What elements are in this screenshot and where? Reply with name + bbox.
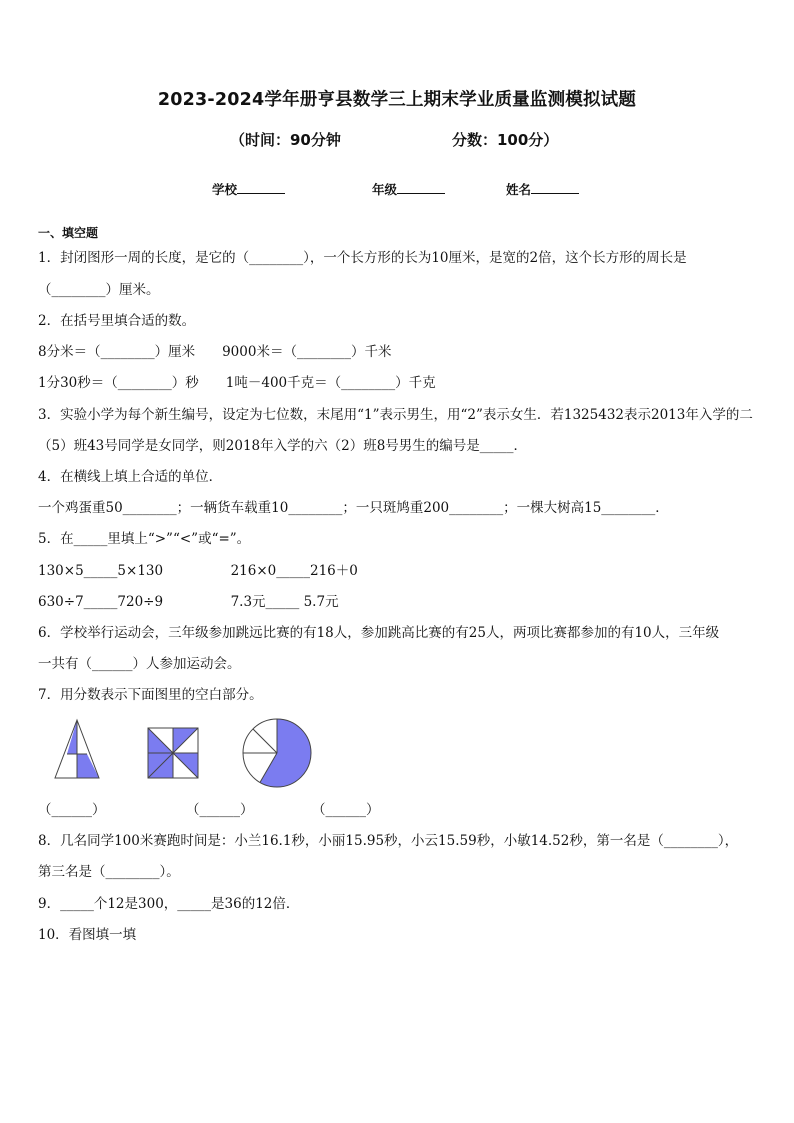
- q4-line1: 一个鸡蛋重50________；一辆货车载重10________；一只斑鸠重200________；一棵大树高15________．: [38, 500, 669, 516]
- q1-line1: 1．封闭图形一周的长度，是它的（________），一个长方形的长为10厘米，是宽的2倍，这个长方形的周长是: [38, 250, 687, 266]
- q3-line1: 3．实验小学为每个新生编号，设定为七位数，末尾用“1”表示男生，用“2”表示女生．若1325432表示2013年入学的二: [38, 407, 753, 423]
- q4-heading: 4．在横线上填上合适的单位．: [38, 469, 223, 485]
- grade-label: 年级: [372, 182, 398, 197]
- section-heading: 一、填空题: [38, 226, 99, 240]
- q1-line2: （________）厘米。: [38, 282, 160, 298]
- q7-heading: 7．用分数表示下面图里的空白部分。: [38, 687, 263, 703]
- q3-line2: （5）班43号同学是女同学，则2018年入学的六（2）班8号男生的编号是_____．: [38, 438, 528, 454]
- q5-heading: 5．在_____里填上“>”“<”或“=”。: [38, 531, 251, 547]
- school-field[interactable]: [212, 180, 285, 198]
- grade-field[interactable]: [372, 180, 445, 198]
- square-figure: [146, 726, 202, 782]
- name-field[interactable]: [506, 180, 579, 198]
- circle-figure: [240, 716, 314, 790]
- q2-heading: 2．在括号里填合适的数。: [38, 313, 196, 329]
- school-label: 学校: [212, 182, 238, 197]
- q10-heading: 10．看图填一填: [38, 927, 137, 943]
- q8-line2: 第三名是（________）。: [38, 864, 180, 880]
- triangle-figure: [50, 718, 104, 782]
- q8-line1: 8．几名同学100米赛跑时间是：小兰16.1秒，小丽15.95秒，小云15.59秒，小敏14.52秒，第一名是（________），: [38, 833, 739, 849]
- page-title: 2023-2024学年册亨县数学三上期末学业质量监测模拟试题: [157, 90, 637, 110]
- q6-line1: 6．学校举行运动会，三年级参加跳远比赛的有18人，参加跳高比赛的有25人，两项比赛都参加的有10人，三年级: [38, 625, 720, 641]
- circle-radius-3: [253, 729, 277, 753]
- triangle-shaded-bottom: [77, 754, 99, 778]
- q2-line2: 1分30秒＝（________）秒 1吨－400千克＝（________）千克: [38, 375, 436, 391]
- q6-line2: 一共有（______）人参加运动会。: [38, 656, 241, 672]
- exam-time: （时间：90分钟: [230, 131, 341, 149]
- q5-line2: 630÷7_____720÷9 7.3元_____ 5.7元: [38, 594, 339, 610]
- q9-line1: 9．_____个12是300，_____是36的12倍．: [38, 896, 300, 912]
- name-label: 姓名: [506, 182, 532, 197]
- q7-blank-1[interactable]: （______）: [38, 802, 106, 818]
- q2-line1: 8分米＝（________）厘米 9000米＝（________）千米: [38, 344, 392, 360]
- q5-line1: 130×5_____5×130 216×0_____216＋0: [38, 563, 358, 579]
- q7-blank-3[interactable]: （______）: [312, 802, 380, 818]
- exam-score: 分数：100分）: [452, 131, 559, 149]
- q7-blank-2[interactable]: （______）: [186, 802, 254, 818]
